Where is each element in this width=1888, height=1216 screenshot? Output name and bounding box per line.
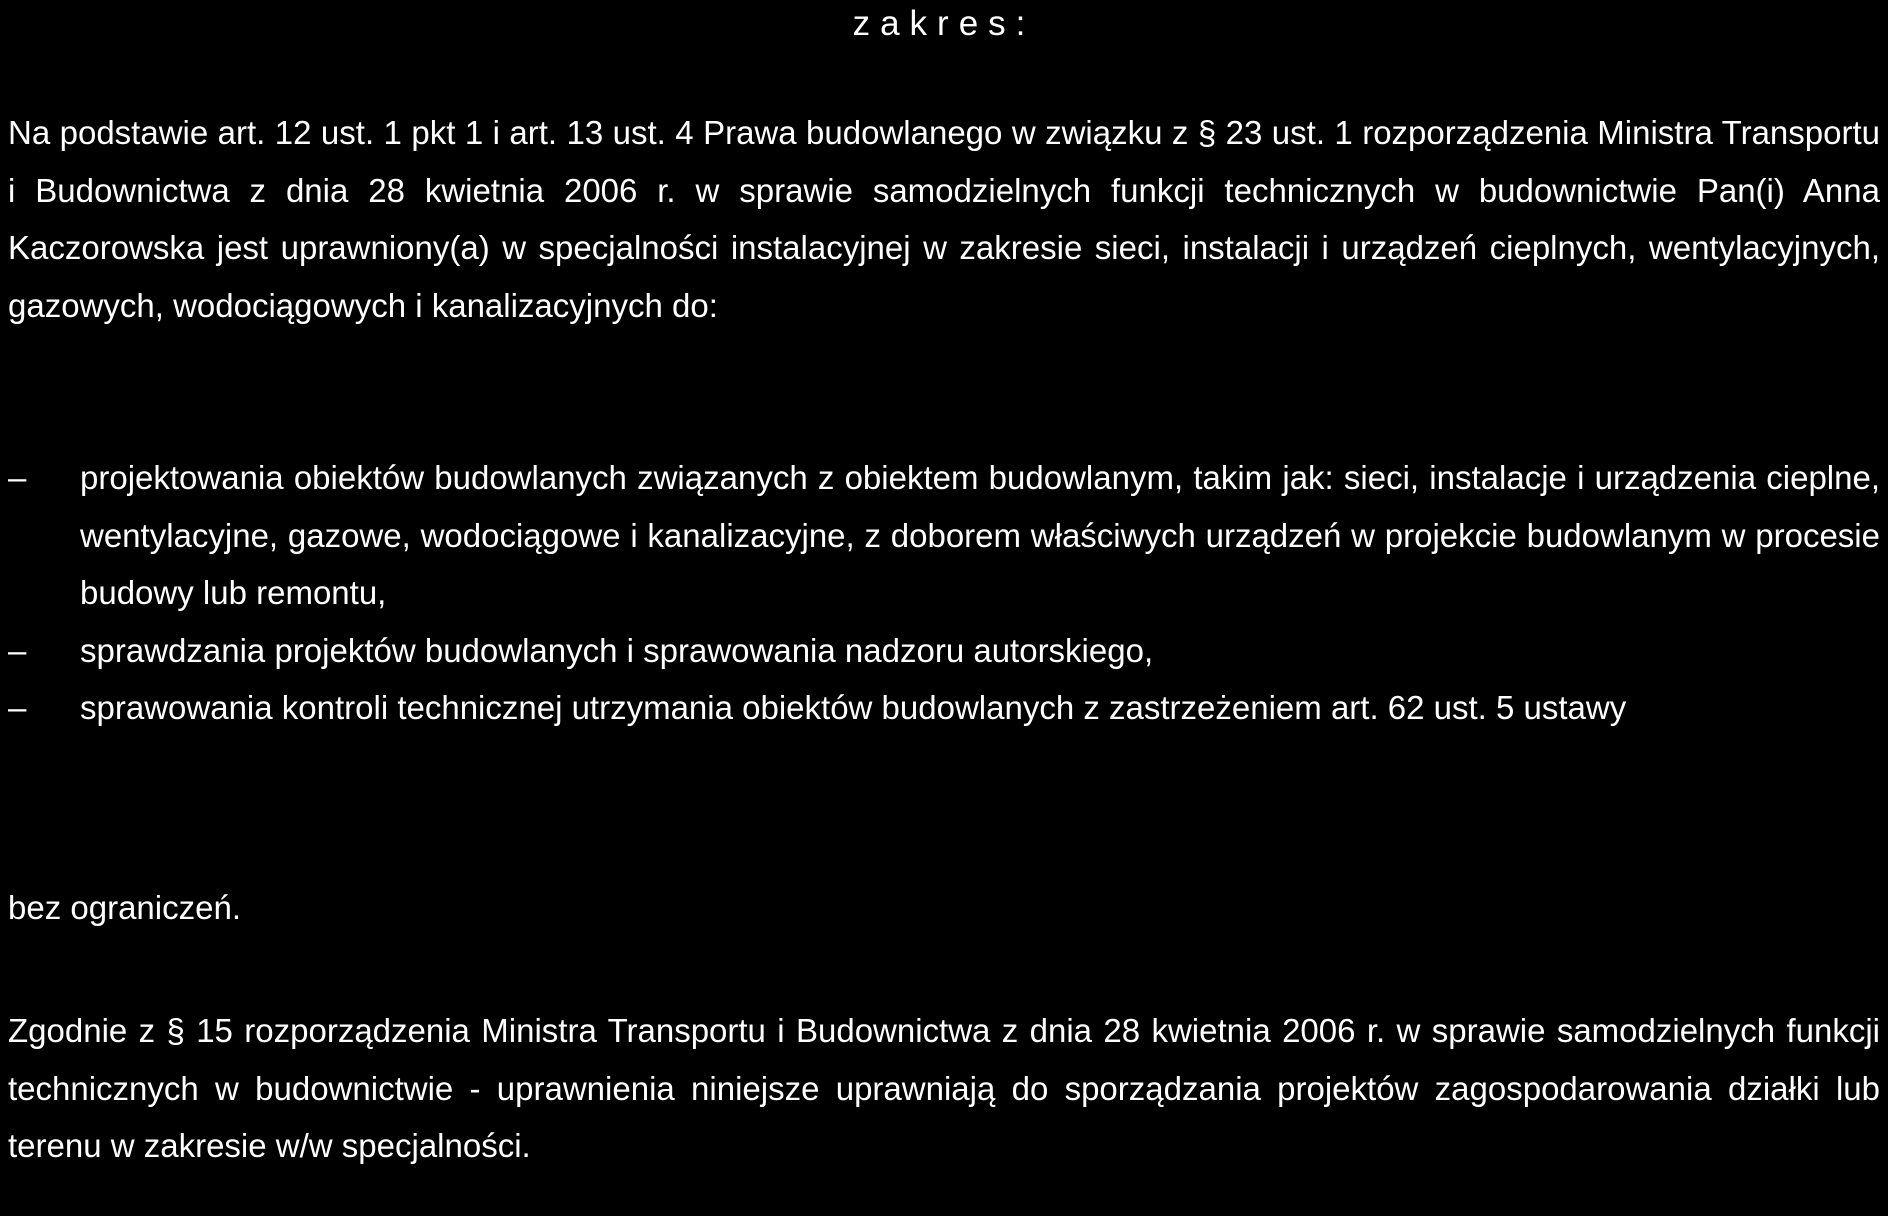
bullet-dash: – <box>8 459 27 496</box>
section-heading: zakres: <box>852 4 1036 43</box>
permissions-list <box>0 449 1880 737</box>
closing-line: bez ograniczeń. <box>8 889 241 926</box>
bullet-dash: – <box>8 631 27 669</box>
list-item-text: sprawdzania projektów budowlanych i sprawowania nadzoru autorskiego, <box>80 631 1154 669</box>
list-item-text: sprawowania kontroli technicznej utrzymania obiektów budowlanych z zastrzeżeniem art. 62 ust. 5 ustawy <box>80 689 1627 726</box>
list-item <box>0 679 1880 737</box>
list-item <box>0 622 1880 680</box>
final-paragraph: Zgodnie z § 15 rozporządzenia Ministra Transportu i Budownictwa z dnia 28 kwietnia 2006 r. w sprawie samodzielnych funkcji technicznych w budownictwie - uprawnienia niniejsze uprawniają do sporządzania projektów zagospodarowania działki lub terenu w zakresie w/w specjalności. <box>8 1012 1880 1164</box>
list-item-text: projektowania obiektów budowlanych związanych z obiektem budowlanym, takim jak: sieci, instalacje i urządzenia cieplne, wentylacyjne, gazowe, wodociągowe i kanalizacyjne, z doborem właściwych urządzeń w projekcie budowlanym w procesie budowy lub remontu, <box>80 459 1880 611</box>
bullet-dash: – <box>8 689 27 726</box>
list-item <box>0 449 1880 622</box>
intro-paragraph: Na podstawie art. 12 ust. 1 pkt 1 i art. 13 ust. 4 Prawa budowlanego w związku z § 23 ust. 1 rozporządzenia Ministra Transportu i Budownictwa z dnia 28 kwietnia 2006 r. w sprawie samodzielnych funkcji technicznych w budownictwie Pan(i) Anna Kaczorowska jest uprawniony(a) w specjalności instalacyjnej w zakresie sieci, instalacji i urządzeń cieplnych, wentylacyjnych, gazowych, wodociągowych i kanalizacyjnych do: <box>8 114 1880 324</box>
